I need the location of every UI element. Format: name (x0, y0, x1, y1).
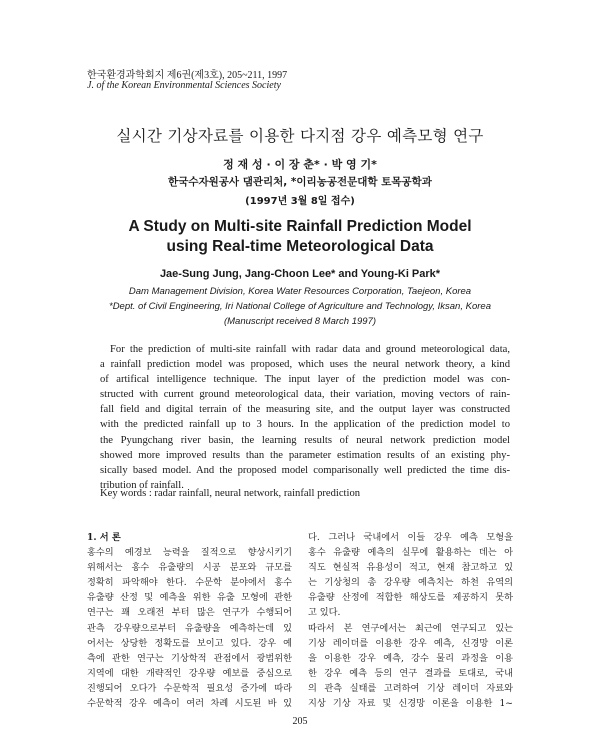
body-line-right: 홍수 유출량 예측의 실무에 활용하는 데는 아 (308, 547, 513, 559)
body-column-left (87, 530, 292, 711)
keywords: Key words : radar rainfall, neural network, rainfall prediction (100, 488, 361, 499)
abstract-line: showed more improved results than the parameter estimation results of an existing phy- (100, 449, 510, 461)
body-line-right: 따라서 본 연구에서는 최근에 연구되고 있는 (308, 622, 513, 634)
journal-citation-ko: 한국환경과학회지 제6권(제3호), 205~211, 1997 (87, 70, 288, 81)
abstract-line: the Pyungchang river basin, the learning results of neural network prediction model (100, 434, 510, 446)
body-line-left: 수문학적 강우 예측이 여러 차례 시도된 바 있 (87, 698, 292, 710)
body-line-right: 지상 기상 자료 및 신경망 이론을 이용한 1~ (308, 698, 513, 710)
title-english-line-2: using Real-time Meteorological Data (166, 238, 434, 255)
body-line-left: 홍수의 예경보 능력을 질적으로 향상시키기 (87, 547, 292, 559)
abstract (100, 342, 510, 493)
received-date-korean: (1997년 3월 8일 접수) (245, 196, 355, 207)
abstract-line: tribution of rainfall. (100, 479, 184, 491)
journal-name-en: J. of the Korean Environmental Sciences Society (87, 80, 281, 91)
authors-korean: 정 재 성 · 이 장 춘* · 박 영 기* (223, 158, 377, 171)
title-english-line-1: A Study on Multi-site Rainfall Prediction Model (128, 218, 472, 235)
abstract-line: structed with current ground meteorological data, their variation, moving vectors of rain- (100, 389, 510, 401)
title-korean: 실시간 기상자료를 이용한 다지점 강우 예측모형 연구 (116, 127, 484, 145)
body-line-left: 어서는 상당한 정확도를 보이고 있다. 강우 예 (87, 637, 292, 649)
body-line-right: 다. 그러나 국내에서 이들 강우 예측 모형을 (308, 532, 513, 543)
body-line-right: 는 기상청의 총 강우량 예측치는 하천 유역의 (308, 577, 513, 589)
affiliation-korean: 한국수자원공사 댐관리처, *이리농공전문대학 토목공학과 (168, 176, 432, 188)
body-line-right: 유출량 산정에 적합한 해상도를 제공하지 못하 (308, 592, 513, 604)
received-date-english: (Manuscript received 8 March 1997) (223, 316, 377, 327)
authors-english: Jae-Sung Jung, Jang-Choon Lee* and Young-Ki Park* (159, 268, 441, 280)
abstract-line: For the prediction of multi-site rainfall with radar data and ground meteorological data, (110, 344, 510, 355)
body-line-left: 연구는 꽤 오래전 부터 많은 연구가 수행되어 (87, 607, 292, 619)
body-line-right: 직도 현실적 유용성이 적고, 현재 참고하고 있 (308, 562, 513, 574)
abstract-line: fall field and digital terrain of the measuring site, and the output layer was constructed (100, 404, 510, 416)
body-line-right: 의 관측 실태를 고려하여 기상 레이더 자료와 (308, 682, 513, 694)
body-line-left: 진행되어 오다가 수문학적 필요성 증가에 따라 (87, 682, 292, 694)
body-column-right (308, 530, 513, 711)
body-line-left: 지역에 대한 개략적인 강우량 예보를 중심으로 (87, 667, 292, 679)
body-line-right: 고 있다. (308, 607, 341, 619)
body-line-right: 기상 레이더를 이용한 강우 예측, 신경망 이론 (308, 637, 513, 649)
page-number: 205 (292, 716, 308, 727)
body-line-left: 유출량 산정 및 예측을 위한 유출 모형에 관한 (87, 592, 292, 604)
abstract-line: of artifical intelligence technique. The input layer of the prediction model was con- (100, 374, 510, 386)
abstract-line: a rainfall prediction model was proposed, which uses the neural network theory, a kind (100, 359, 510, 371)
body-line-left: 1. 서 론 (87, 532, 121, 543)
body-line-left: 정확히 파악해야 한다. 수문학 분야에서 홍수 (87, 577, 292, 589)
body-line-left: 위해서는 홍수 유출량의 시공 분포와 규모를 (87, 562, 292, 574)
affiliation-english-1: Dam Management Division, Korea Water Resources Corporation, Taejeon, Korea (128, 286, 472, 297)
body-line-right: 을 이용한 강우 예측, 강수 물리 과정을 이용 (308, 652, 513, 664)
body-line-right: 한 강우 예측 등의 연구 결과를 토대로, 국내 (308, 667, 513, 679)
affiliation-english-2: *Dept. of Civil Engineering, Iri National College of Agriculture and Technology, Iksan, Korea (109, 301, 491, 312)
abstract-line: sically based model. And the proposed model comparisonally well predicted the time dis- (100, 464, 510, 476)
abstract-line: with the predicted rainfall up to 3 hours. In the application of the prediction model to (100, 419, 510, 431)
body-line-left: 측에 관한 연구는 기상학적 관점에서 광범위한 (87, 652, 292, 664)
body-line-left: 관측 강우량으로부터 유출량을 예측하는데 있 (87, 622, 292, 634)
